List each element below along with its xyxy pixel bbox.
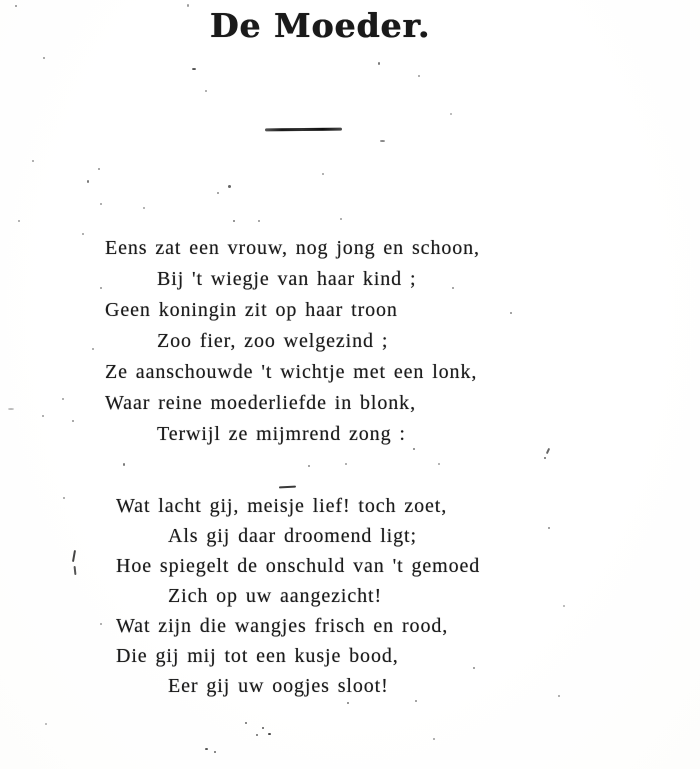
scan-speck xyxy=(262,727,264,729)
scan-speck xyxy=(233,220,235,222)
poem-line: Zich op uw aangezicht! xyxy=(168,585,383,607)
scan-speck xyxy=(123,463,125,466)
scan-speck xyxy=(322,173,324,175)
scan-speck xyxy=(63,497,65,499)
scan-speck xyxy=(413,448,415,450)
poem-line: Zoo fier, zoo welgezind ; xyxy=(157,330,389,352)
scan-speck xyxy=(87,180,89,183)
scan-speck xyxy=(214,751,216,753)
scan-speck xyxy=(205,748,208,750)
scan-speck xyxy=(378,62,380,65)
scan-speck xyxy=(143,207,145,209)
scan-speck xyxy=(92,348,94,350)
scan-speck xyxy=(245,722,247,724)
poem-line: Ze aanschouwde 't wichtje met een lonk, xyxy=(105,361,478,383)
scan-mark-stroke xyxy=(74,566,77,575)
poem-line: Terwijl ze mijmrend zong : xyxy=(157,423,406,445)
poem-line: Eer gij uw oogjes sloot! xyxy=(168,675,389,697)
scan-speck xyxy=(72,420,74,422)
poem-line: Geen koningin zit op haar troon xyxy=(105,299,398,321)
scan-speck xyxy=(205,90,207,92)
scan-speck xyxy=(32,160,34,162)
scan-speck xyxy=(380,140,385,142)
scan-speck xyxy=(15,5,17,7)
scan-speck xyxy=(217,192,219,194)
page-title: De Moeder. xyxy=(209,6,431,45)
section-divider xyxy=(265,128,342,132)
scan-speck xyxy=(473,667,475,669)
scan-speck xyxy=(8,408,14,410)
scan-mark-dash xyxy=(279,486,296,489)
poem-line: Wat lacht gij, meisje lief! toch zoet, xyxy=(116,495,448,517)
scan-speck xyxy=(100,203,102,205)
scan-speck xyxy=(43,57,45,59)
scan-speck xyxy=(415,700,417,702)
scan-mark-stroke xyxy=(72,550,76,562)
scan-speck xyxy=(510,312,512,314)
scan-speck xyxy=(100,287,102,289)
scan-speck xyxy=(42,415,44,417)
poem-line: Waar reine moederliefde in blonk, xyxy=(105,392,416,414)
scan-speck xyxy=(418,75,420,77)
scan-speck xyxy=(563,605,565,607)
scan-speck xyxy=(544,457,546,459)
poem-stanza-2 xyxy=(116,491,480,701)
scan-speck xyxy=(347,702,349,704)
scan-speck xyxy=(345,463,347,465)
poem-line: Hoe spiegelt de onschuld van 't gemoed xyxy=(116,555,481,577)
scan-speck xyxy=(268,733,271,735)
scan-speck xyxy=(258,220,260,222)
scan-speck xyxy=(438,463,440,465)
poem-line: Als gij daar droomend ligt; xyxy=(168,525,417,547)
scan-speck xyxy=(433,738,435,740)
scan-speck xyxy=(187,4,189,7)
poem-line: Wat zijn die wangjes frisch en rood, xyxy=(116,615,449,637)
scan-speck xyxy=(100,623,102,625)
scan-speck xyxy=(228,185,231,188)
scan-speck xyxy=(340,218,342,220)
poem-stanza-1 xyxy=(105,233,480,450)
scan-mark-stroke xyxy=(546,448,550,454)
scan-speck xyxy=(82,233,84,235)
scan-speck xyxy=(62,398,64,400)
poem-line: Eens zat een vrouw, nog jong en schoon, xyxy=(105,237,480,259)
scan-speck xyxy=(45,723,47,725)
scan-speck xyxy=(256,734,258,736)
scan-speck xyxy=(98,168,100,170)
scan-speck xyxy=(308,465,310,467)
scan-speck xyxy=(192,68,196,70)
poem-line: Die gij mij tot een kusje bood, xyxy=(116,645,399,667)
scan-speck xyxy=(18,220,20,222)
scan-speck xyxy=(558,695,560,697)
poem-line: Bij 't wiegje van haar kind ; xyxy=(157,268,417,290)
scan-speck xyxy=(450,113,452,115)
scan-speck xyxy=(452,287,454,289)
scan-speck xyxy=(548,527,550,529)
